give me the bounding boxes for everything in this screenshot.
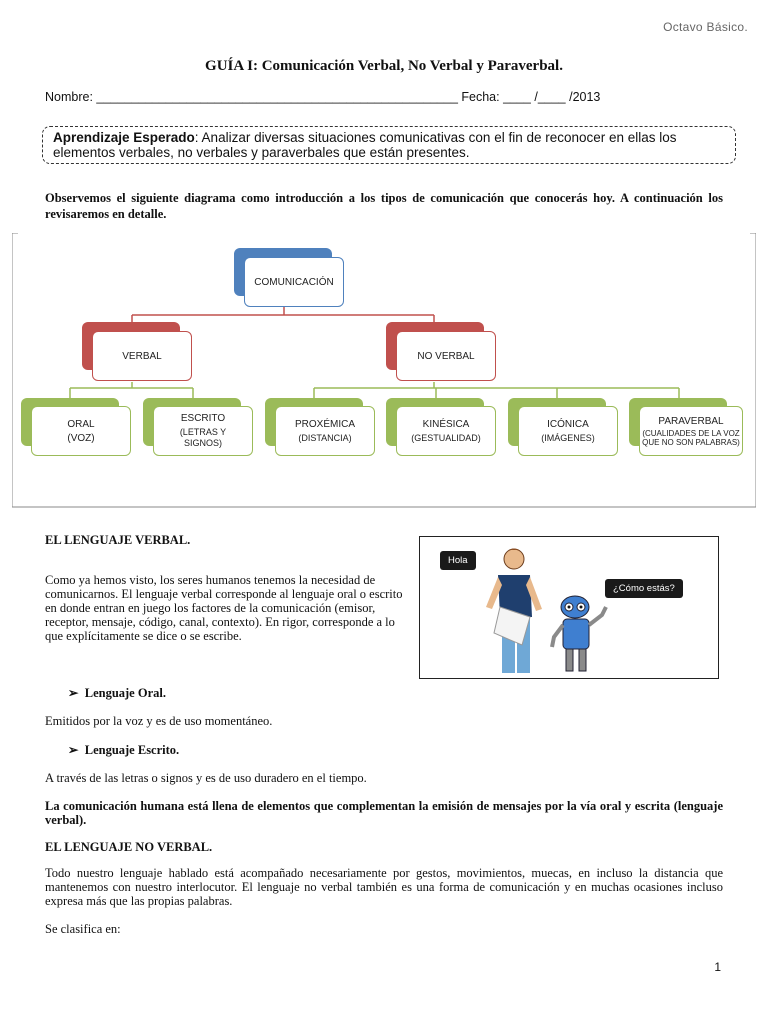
speech-bubble-hola: Hola (440, 551, 476, 570)
verbal-paragraph: Como ya hemos visto, los seres humanos tenemos la necesidad de comunicarnos. El lenguaje verbal corresponde al lenguaje oral o escrito en donde entran en juego los factores de la comunicación (emisor, receptor, mensaje, código, canal, contexto). En rigor, corresponde a lo que explícitamente se dice o se escribe. (45, 573, 403, 643)
intro-paragraph: Observemos el siguiente diagrama como introducción a los tipos de comunicación que conocerás hoy. A continuación los revisaremos en detalle. (45, 191, 723, 221)
bullet-lenguaje-escrito (68, 742, 179, 758)
dialogue-illustration (419, 536, 719, 679)
node-kinesica-sub: (GESTUALIDAD) (411, 432, 481, 443)
escrito-text: A través de las letras o signos y es de uso duradero en el tiempo. (45, 771, 367, 785)
node-verbal (92, 331, 192, 381)
node-no-verbal-label: NO VERBAL (417, 350, 475, 362)
node-oral-sub: (VOZ) (67, 432, 95, 444)
page-number: 1 (714, 960, 721, 974)
node-escrito-label: ESCRITO (180, 413, 226, 424)
node-kinesica-label: KINÉSICA (422, 418, 470, 430)
objective-label: Aprendizaje Esperado (53, 130, 195, 145)
node-comunicacion-label: COMUNICACIÓN (254, 276, 334, 288)
node-verbal-label: VERBAL (122, 350, 162, 362)
arrow-bullet-icon: ➢ (68, 686, 79, 700)
node-iconica-sub: (IMÁGENES) (541, 432, 595, 443)
oral-text: Emitidos por la voz y es de uso momentáneo. (45, 714, 273, 728)
classify-text: Se clasifica en: (45, 922, 121, 936)
node-proxemica-sub: (DISTANCIA) (298, 432, 352, 443)
grade-label: Octavo Básico. (663, 20, 748, 34)
node-escrito (153, 406, 253, 456)
node-paraverbal-label: PARAVERBAL (658, 415, 724, 427)
verbal-heading: EL LENGUAJE VERBAL. (45, 533, 191, 547)
node-iconica (518, 406, 618, 456)
node-oral (31, 406, 131, 456)
node-comunicacion (244, 257, 344, 307)
learning-objective-box (42, 126, 736, 164)
verbal-summary: La comunicación humana está llena de elementos que complementan la emisión de mensajes por la vía oral y escrita (lenguaje verbal). (45, 799, 723, 827)
node-proxemica (275, 406, 375, 456)
nonverbal-paragraph: Todo nuestro lenguaje hablado está acompañado necesariamente por gestos, movimientos, muecas, en incluso la distancia que mantenemos con nuestro interlocutor. El lenguaje no verbal también es una forma de comunicación y en muchas ocasiones incluso expresa más que las propias palabras. (45, 866, 723, 908)
bullet-lenguaje-oral (68, 685, 166, 701)
node-paraverbal-sub: (CUALIDADES DE LA VOZ QUE NO SON PALABRAS) (642, 428, 740, 447)
person-and-robot-icon (420, 537, 718, 678)
communication-diagram (12, 233, 756, 508)
objective-text: : Analizar diversas situaciones comunicativas con el fin de reconocer en ellas los elementos verbales, no verbales y paraverbales que están presentes. (53, 130, 677, 160)
arrow-bullet-icon: ➢ (68, 743, 79, 757)
nonverbal-heading: EL LENGUAJE NO VERBAL. (45, 840, 213, 854)
node-escrito-sub: (LETRAS Y SIGNOS) (179, 427, 227, 448)
name-date-line: Nombre: ____________________________________________________ Fecha: ____ /____ /2013 (45, 90, 601, 104)
node-oral-label: ORAL (67, 418, 95, 430)
node-iconica-label: ICÓNICA (547, 418, 589, 430)
node-proxemica-label: PROXÉMICA (294, 418, 355, 430)
bullet-oral-label: Lenguaje Oral. (84, 686, 166, 700)
bullet-escrito-label: Lenguaje Escrito. (84, 743, 180, 757)
node-paraverbal (639, 406, 743, 456)
speech-bubble-como-estas: ¿Cómo estás? (605, 579, 683, 598)
node-no-verbal (396, 331, 496, 381)
page-title: GUÍA I: Comunicación Verbal, No Verbal y Paraverbal. (205, 58, 563, 74)
node-kinesica (396, 406, 496, 456)
